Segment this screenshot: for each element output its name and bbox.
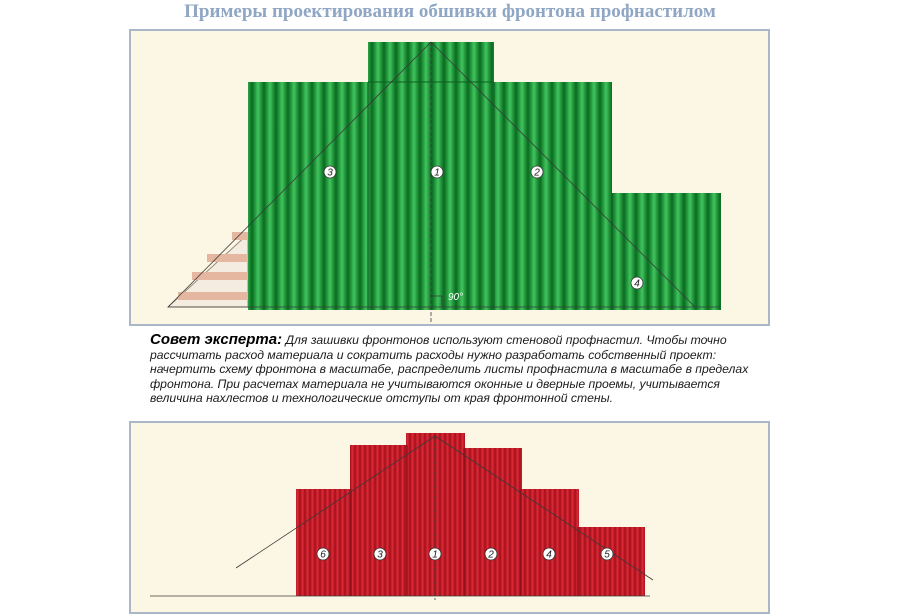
green-sheet-3 (248, 82, 370, 310)
red-label-5: 5 (604, 549, 610, 561)
expert-tip-lead: Совет эксперта: (150, 331, 283, 348)
green-label-2: 2 (534, 167, 540, 179)
right-angle-label: 90° (448, 292, 464, 303)
page-title: Примеры проектирования обшивки фронтона профнастилом (184, 1, 716, 22)
green-label-4: 4 (634, 278, 640, 290)
green-label-1: 1 (434, 167, 440, 179)
expert-tip-text: Для зашивки фронтонов используют стеновой профнастил. Чтобы точно рассчитать расход материала и сократить расходы нужно разработать собственный проект: начертить схему фронтона в масштабе, распределить листы профнастила в масштабе в пределах фронтона. При расчетах материала не учитываются оконные и дверные проемы, учитывается величина нахлестов и технологические отступы от края фронтонной стены. (150, 333, 749, 406)
green-sheet-2 (492, 82, 612, 310)
red-label-2: 2 (488, 549, 494, 561)
red-label-4: 4 (546, 549, 552, 561)
green-sheet-4 (610, 193, 721, 310)
green-label-3: 3 (327, 167, 333, 179)
red-label-3: 3 (377, 549, 383, 561)
red-label-1: 1 (432, 549, 438, 561)
red-label-6: 6 (320, 549, 326, 561)
red-sheets (296, 433, 645, 596)
wooden-frame (168, 232, 248, 307)
